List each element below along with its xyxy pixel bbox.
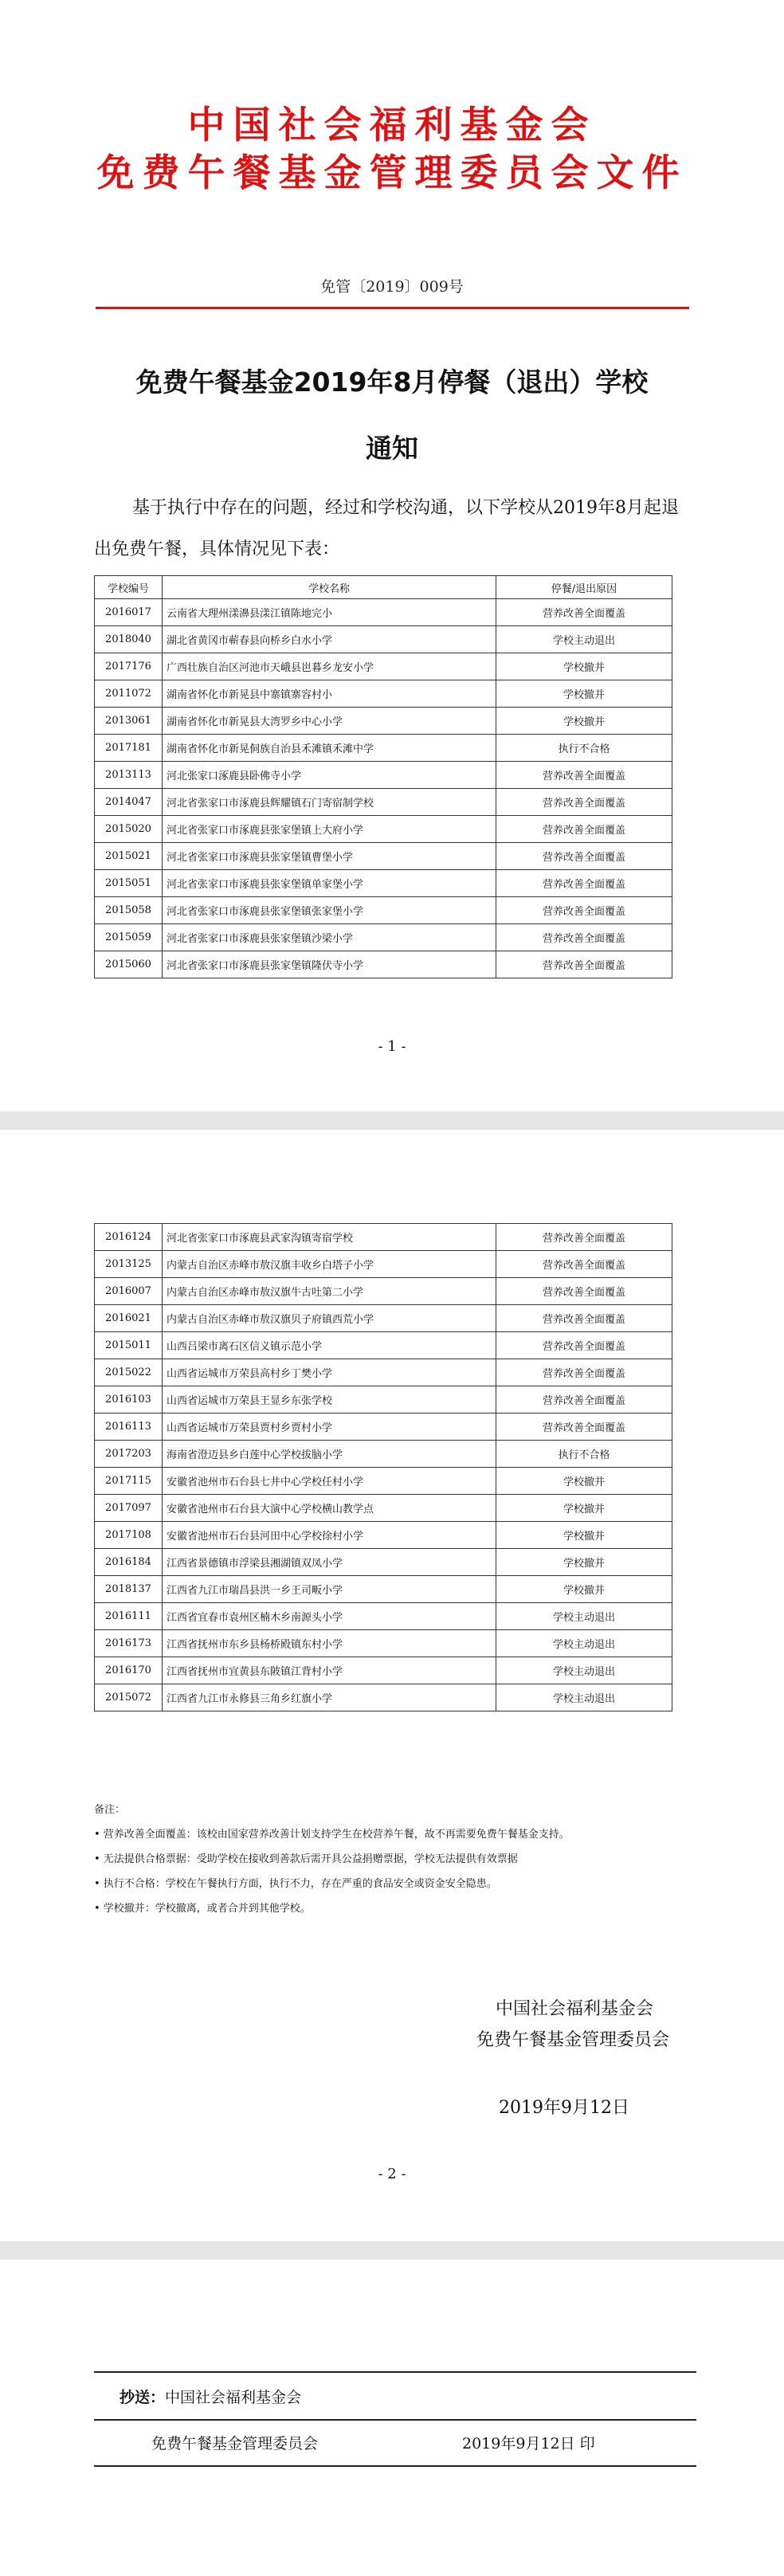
page-title: 免费午餐基金2019年8月停餐（退出）学校	[135, 367, 649, 398]
reason-cell: 营养改善全面覆盖	[496, 1251, 672, 1278]
school-id-cell: 2014047	[95, 789, 163, 816]
notes-section	[94, 1801, 700, 1924]
school-id-cell: 2015072	[95, 1684, 163, 1711]
table-row	[95, 1332, 672, 1359]
school-name-cell: 湖南省怀化市新晃侗族自治县禾滩镇禾滩中学	[163, 735, 496, 762]
cc-label: 抄送：	[120, 2389, 166, 2406]
school-name-cell: 山西吕梁市离石区信义镇示范小学	[163, 1332, 496, 1359]
header-doc-line: 免费午餐基金管理委员会文件	[96, 151, 688, 195]
school-name-cell: 河北张家口涿鹿县卧佛寺小学	[163, 762, 496, 789]
page-3	[0, 2260, 784, 2576]
note-item: • 执行不合格：学校在午餐执行方面，执行不力，存在严重的食品安全或资金安全隐患。	[94, 1878, 497, 1890]
school-id-cell: 2015051	[95, 870, 163, 897]
table-row	[95, 1305, 672, 1332]
page-2	[0, 1130, 784, 2241]
school-name-cell: 广西壮族自治区河池市天峨县岜暮乡龙安小学	[163, 653, 496, 680]
school-id-cell: 2016184	[95, 1549, 163, 1576]
school-id-cell: 2015021	[95, 843, 163, 870]
table-row	[95, 762, 672, 789]
school-name-cell: 安徽省池州市石台县七井中心学校任村小学	[163, 1468, 496, 1495]
note-item: • 无法提供合格票据：受助学校在接收到善款后需开具公益捐赠票据，学校无法提供有效票据	[94, 1853, 518, 1865]
school-name-cell: 河北省张家口市涿鹿县张家堡镇单家堡小学	[163, 870, 496, 897]
header-school-id: 学校编号	[95, 576, 163, 599]
reason-cell: 学校撤并	[496, 653, 672, 680]
reason-cell: 学校撤并	[496, 680, 672, 708]
table-row	[95, 1495, 672, 1522]
page-subtitle: 通知	[366, 433, 418, 464]
school-name-cell: 山西省运城市万荣县贾村乡贾村小学	[163, 1413, 496, 1441]
school-name-cell: 河北省张家口市涿鹿县辉耀镇石门寄宿制学校	[163, 789, 496, 816]
school-name-cell: 山西省运城市万荣县王显乡东张学校	[163, 1386, 496, 1413]
table-row	[95, 1522, 672, 1549]
reason-cell: 营养改善全面覆盖	[496, 1305, 672, 1332]
table-row	[95, 1386, 672, 1413]
intro-paragraph: 基于执行中存在的问题，经过和学校沟通，以下学校从2019年8月起退出免费午餐，具体情况见下表：	[94, 498, 679, 559]
reason-cell: 学校主动退出	[496, 1630, 672, 1657]
school-id-cell: 2011072	[95, 680, 163, 708]
table-row	[95, 1684, 672, 1711]
school-id-cell: 2018040	[95, 626, 163, 653]
school-name-cell: 内蒙古自治区赤峰市敖汉旗丰收乡白塔子小学	[163, 1251, 496, 1278]
note-item: • 营养改善全面覆盖：该校由国家营养改善计划支持学生在校营养午餐，故不再需要免费午餐基金支持。	[94, 1829, 570, 1841]
table-header-row	[95, 576, 672, 599]
table-row	[95, 1413, 672, 1441]
page-1	[0, 0, 784, 1112]
page-number: - 1 -	[378, 1038, 406, 1055]
header-school-name: 学校名称	[163, 576, 496, 599]
school-id-cell: 2015011	[95, 1332, 163, 1359]
school-id-cell: 2016173	[95, 1630, 163, 1657]
table-row	[95, 1441, 672, 1468]
cc-recipient: 中国社会福利基金会	[165, 2389, 302, 2406]
table-row	[95, 1359, 672, 1386]
table-row	[95, 924, 672, 951]
school-name-cell: 江西省抚州市东乡县杨桥殿镇东村小学	[163, 1630, 496, 1657]
signature-date: 2019年9月12日	[499, 2098, 629, 2118]
school-name-cell: 安徽省池州市石台县大演中心学校横山教学点	[163, 1495, 496, 1522]
table-row	[95, 1657, 672, 1684]
table-row	[95, 897, 672, 924]
table-row	[95, 816, 672, 843]
school-id-cell: 2018137	[95, 1576, 163, 1603]
footer-issue-date: 2019年9月12日 印	[462, 2435, 595, 2452]
school-id-cell: 2017176	[95, 653, 163, 680]
red-divider	[96, 307, 689, 309]
school-id-cell: 2016124	[95, 1224, 163, 1251]
reason-cell: 营养改善全面覆盖	[496, 870, 672, 897]
school-id-cell: 2016113	[95, 1413, 163, 1441]
table-row	[95, 1251, 672, 1278]
table-row	[95, 653, 672, 680]
school-name-cell: 湖南省怀化市新晃县中寨镇寨容村小	[163, 680, 496, 708]
school-id-cell: 2016111	[95, 1603, 163, 1630]
school-id-cell: 2017181	[95, 735, 163, 762]
reason-cell: 营养改善全面覆盖	[496, 1359, 672, 1386]
school-name-cell: 江西省景德镇市浮梁县湘湖镇双凤小学	[163, 1549, 496, 1576]
reason-cell: 营养改善全面覆盖	[496, 924, 672, 951]
school-id-cell: 2013113	[95, 762, 163, 789]
school-id-cell: 2015058	[95, 897, 163, 924]
school-name-cell: 河北省张家口市涿鹿县张家堡镇曹堡小学	[163, 843, 496, 870]
school-name-cell: 江西省抚州市宜黄县东陂镇江背村小学	[163, 1657, 496, 1684]
school-id-cell: 2016170	[95, 1657, 163, 1684]
school-id-cell: 2015059	[95, 924, 163, 951]
signature-org1: 中国社会福利基金会	[495, 1999, 653, 2019]
school-name-cell: 云南省大理州漾濞县漾江镇陈地完小	[163, 599, 496, 626]
document-number: 免管〔2019〕009号	[320, 278, 464, 296]
reason-cell: 营养改善全面覆盖	[496, 1386, 672, 1413]
school-name-cell: 山西省运城市万荣县高村乡丁樊小学	[163, 1359, 496, 1386]
footer-top-rule	[94, 2371, 696, 2373]
notes-title: 备注：	[94, 1804, 126, 1816]
reason-cell: 学校撤并	[496, 1549, 672, 1576]
footer-bottom-rule	[94, 2465, 696, 2467]
school-name-cell: 内蒙古自治区赤峰市敖汉旗贝子府镇西荒小学	[163, 1305, 496, 1332]
reason-cell: 营养改善全面覆盖	[496, 1278, 672, 1305]
cc-line	[120, 2386, 301, 2407]
table-row	[95, 735, 672, 762]
school-name-cell: 海南省澄迈县乡白莲中心学校拔脑小学	[163, 1441, 496, 1468]
reason-cell: 学校主动退出	[496, 1603, 672, 1630]
school-name-cell: 河北省张家口市涿鹿县张家堡镇张家堡小学	[163, 897, 496, 924]
reason-cell: 营养改善全面覆盖	[496, 789, 672, 816]
school-id-cell: 2013061	[95, 708, 163, 735]
reason-cell: 营养改善全面覆盖	[496, 599, 672, 626]
page-number: - 2 -	[378, 2166, 406, 2182]
reason-cell: 营养改善全面覆盖	[496, 1413, 672, 1441]
reason-cell: 执行不合格	[496, 735, 672, 762]
table-row	[95, 1603, 672, 1630]
table-row	[95, 1278, 672, 1305]
school-id-cell: 2015020	[95, 816, 163, 843]
school-id-cell: 2015060	[95, 951, 163, 978]
footer-issuer: 免费午餐基金管理委员会	[151, 2435, 319, 2452]
school-id-cell: 2015022	[95, 1359, 163, 1386]
table-row	[95, 680, 672, 708]
table-row	[95, 1576, 672, 1603]
school-table-page2	[94, 1223, 672, 1711]
school-id-cell: 2016017	[95, 599, 163, 626]
school-id-cell: 2013125	[95, 1251, 163, 1278]
table-row	[95, 870, 672, 897]
school-id-cell: 2017203	[95, 1441, 163, 1468]
school-name-cell: 河北省张家口市涿鹿县张家堡镇上大府小学	[163, 816, 496, 843]
table-row	[95, 951, 672, 978]
school-name-cell: 湖北省黄冈市蕲春县向桥乡白水小学	[163, 626, 496, 653]
table-row	[95, 843, 672, 870]
header-reason: 停餐/退出原因	[496, 576, 672, 599]
reason-cell: 学校主动退出	[496, 626, 672, 653]
table-row	[95, 1468, 672, 1495]
note-item: • 学校撤并：学校撤离，或者合并到其他学校。	[94, 1903, 311, 1915]
school-name-cell: 内蒙古自治区赤峰市敖汉旗牛古吐第二小学	[163, 1278, 496, 1305]
school-name-cell: 河北省张家口市涿鹿县张家堡镇隆伏寺小学	[163, 951, 496, 978]
reason-cell: 学校撤并	[496, 1576, 672, 1603]
signature-org2: 免费午餐基金管理委员会	[476, 2030, 669, 2050]
reason-cell: 学校撤并	[496, 708, 672, 735]
reason-cell: 营养改善全面覆盖	[496, 1332, 672, 1359]
school-id-cell: 2016103	[95, 1386, 163, 1413]
table-row	[95, 1549, 672, 1576]
table-row	[95, 1630, 672, 1657]
school-name-cell: 江西省九江市瑞昌县洪一乡王司畈小学	[163, 1576, 496, 1603]
school-name-cell: 湖南省怀化市新晃县大湾罗乡中心小学	[163, 708, 496, 735]
reason-cell: 学校撤并	[496, 1495, 672, 1522]
school-id-cell: 2016021	[95, 1305, 163, 1332]
reason-cell: 学校主动退出	[496, 1657, 672, 1684]
reason-cell: 学校主动退出	[496, 1684, 672, 1711]
school-id-cell: 2016007	[95, 1278, 163, 1305]
reason-cell: 营养改善全面覆盖	[496, 816, 672, 843]
table-row	[95, 708, 672, 735]
school-name-cell: 江西省宜春市袁州区楠木乡南源头小学	[163, 1603, 496, 1630]
school-id-cell: 2017097	[95, 1495, 163, 1522]
reason-cell: 营养改善全面覆盖	[496, 762, 672, 789]
reason-cell: 营养改善全面覆盖	[496, 843, 672, 870]
school-name-cell: 河北省张家口市涿鹿县张家堡镇沙梁小学	[163, 924, 496, 951]
reason-cell: 营养改善全面覆盖	[496, 897, 672, 924]
reason-cell: 学校撤并	[496, 1522, 672, 1549]
table-row	[95, 789, 672, 816]
table-row	[95, 599, 672, 626]
school-table-page1	[94, 575, 672, 978]
reason-cell: 学校撤并	[496, 1468, 672, 1495]
school-name-cell: 河北省张家口市涿鹿县武家沟镇寄宿学校	[163, 1224, 496, 1251]
header-org-line: 中国社会福利基金会	[187, 104, 597, 147]
table-row	[95, 626, 672, 653]
school-name-cell: 江西省九江市永修县三角乡红旗小学	[163, 1684, 496, 1711]
footer-mid-rule	[94, 2419, 696, 2421]
school-id-cell: 2017115	[95, 1468, 163, 1495]
reason-cell: 执行不合格	[496, 1441, 672, 1468]
school-name-cell: 安徽省池州市石台县河田中心学校徐村小学	[163, 1522, 496, 1549]
reason-cell: 营养改善全面覆盖	[496, 951, 672, 978]
table-row	[95, 1224, 672, 1251]
reason-cell: 营养改善全面覆盖	[496, 1224, 672, 1251]
school-id-cell: 2017108	[95, 1522, 163, 1549]
